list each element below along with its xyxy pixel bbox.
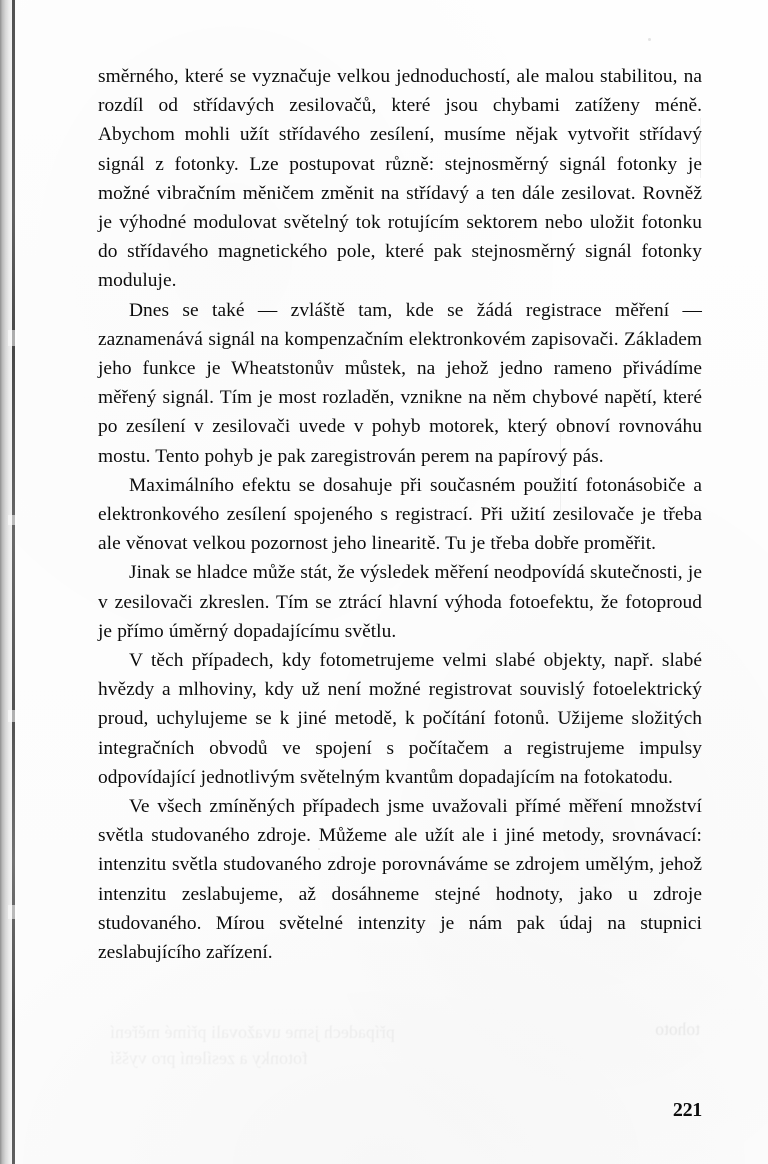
binding-shadow bbox=[0, 0, 16, 1164]
binding-highlight-speck bbox=[8, 905, 17, 919]
binding-edge-line bbox=[12, 0, 15, 1164]
body-text-column bbox=[98, 62, 702, 967]
paragraph: Jinak se hladce může stát, že výsledek měření neodpovídá skutečnosti, je v zesilovači zkreslen. Tím se ztrácí hlavní výhoda fotoefektu, že fotoproud je přímo úměrný dopadajícímu světlu. bbox=[98, 562, 702, 642]
paragraph: směrného, které se vyznačuje velkou jednoduchostí, ale malou stabilitou, na rozdíl od střídavých zesilovačů, které jsou chybami zatíženy méně. Abychom mohli užít střídavého zesílení, musíme nějak vytvořit střídavý signál z fotonky. Lze postupovat různě: stejnosměrný signál fotonky je možné vibračním měničem změnit na střídavý a ten dále zesilovat. Rovněž je výhodné modulovat světelný tok rotujícím sektorem nebo uložit fotonku do střídavého magnetického pole, které pak stejnosměrný signál fotonky moduluje. bbox=[98, 66, 702, 292]
bleedthrough-text: tohoto bbox=[655, 1019, 700, 1039]
paragraph: Ve všech zmíněných případech jsme uvažovali přímé měření množství světla studovaného zdroje. Můžeme ale užít ale i jiné metody, srovnávací: intenzitu světla studovaného zdroje porovnáváme se zdrojem umělým, jehož intenzitu zeslabujeme, až dosáhneme stejné hodnoty, jako u zdroje studovaného. Mírou světelné intenzity je nám pak údaj na stupnici zeslabujícího zařízení. bbox=[98, 796, 702, 964]
bleedthrough-text: fotonky a zesílení pro vyšší bbox=[110, 1048, 308, 1068]
binding-highlight-speck bbox=[8, 710, 17, 722]
paragraph: Dnes se také — zvláště tam, kde se žádá registrace měření — zaznamenává signál na kompenzačním elektronkovém zapisovači. Základem jeho funkce je Wheatstonův můstek, na jehož jedno rameno přivádíme měřený signál. Tím je most rozladěn, vznikne na něm chybové napětí, které po zesílení v zesilovači uvede v pohyb motorek, který obnoví rovnováhu mostu. Tento pohyb je pak zaregistrován perem na papírový pás. bbox=[98, 299, 702, 467]
bleedthrough-text: případech jsme uvažovali přímé měření bbox=[110, 1022, 395, 1042]
binding-highlight-speck bbox=[8, 515, 17, 525]
page-number: 221 bbox=[672, 1099, 702, 1121]
paragraph: Maximálního efektu se dosahuje při současném použití fotonásobiče a elektronkového zesílení spojeného s registrací. Při užití zesilovače je třeba ale věnovat velkou pozornost jeho linearitě. Tu je třeba dobře proměřit. bbox=[98, 474, 702, 555]
binding-highlight-speck bbox=[8, 330, 17, 346]
paragraph: V těch případech, kdy fotometrujeme velmi slabé objekty, např. slabé hvězdy a mlhoviny, kdy už není možné registrovat souvislý fotoelektrický proud, uchylujeme se k jiné metodě, k počítání fotonů. Užijeme složitých integračních obvodů ve spojení s počítačem a registrujeme impulsy odpovídající jednotlivým světelným kvantům dopadajícím na fotokatodu. bbox=[98, 650, 702, 788]
scan-speck bbox=[648, 38, 651, 41]
